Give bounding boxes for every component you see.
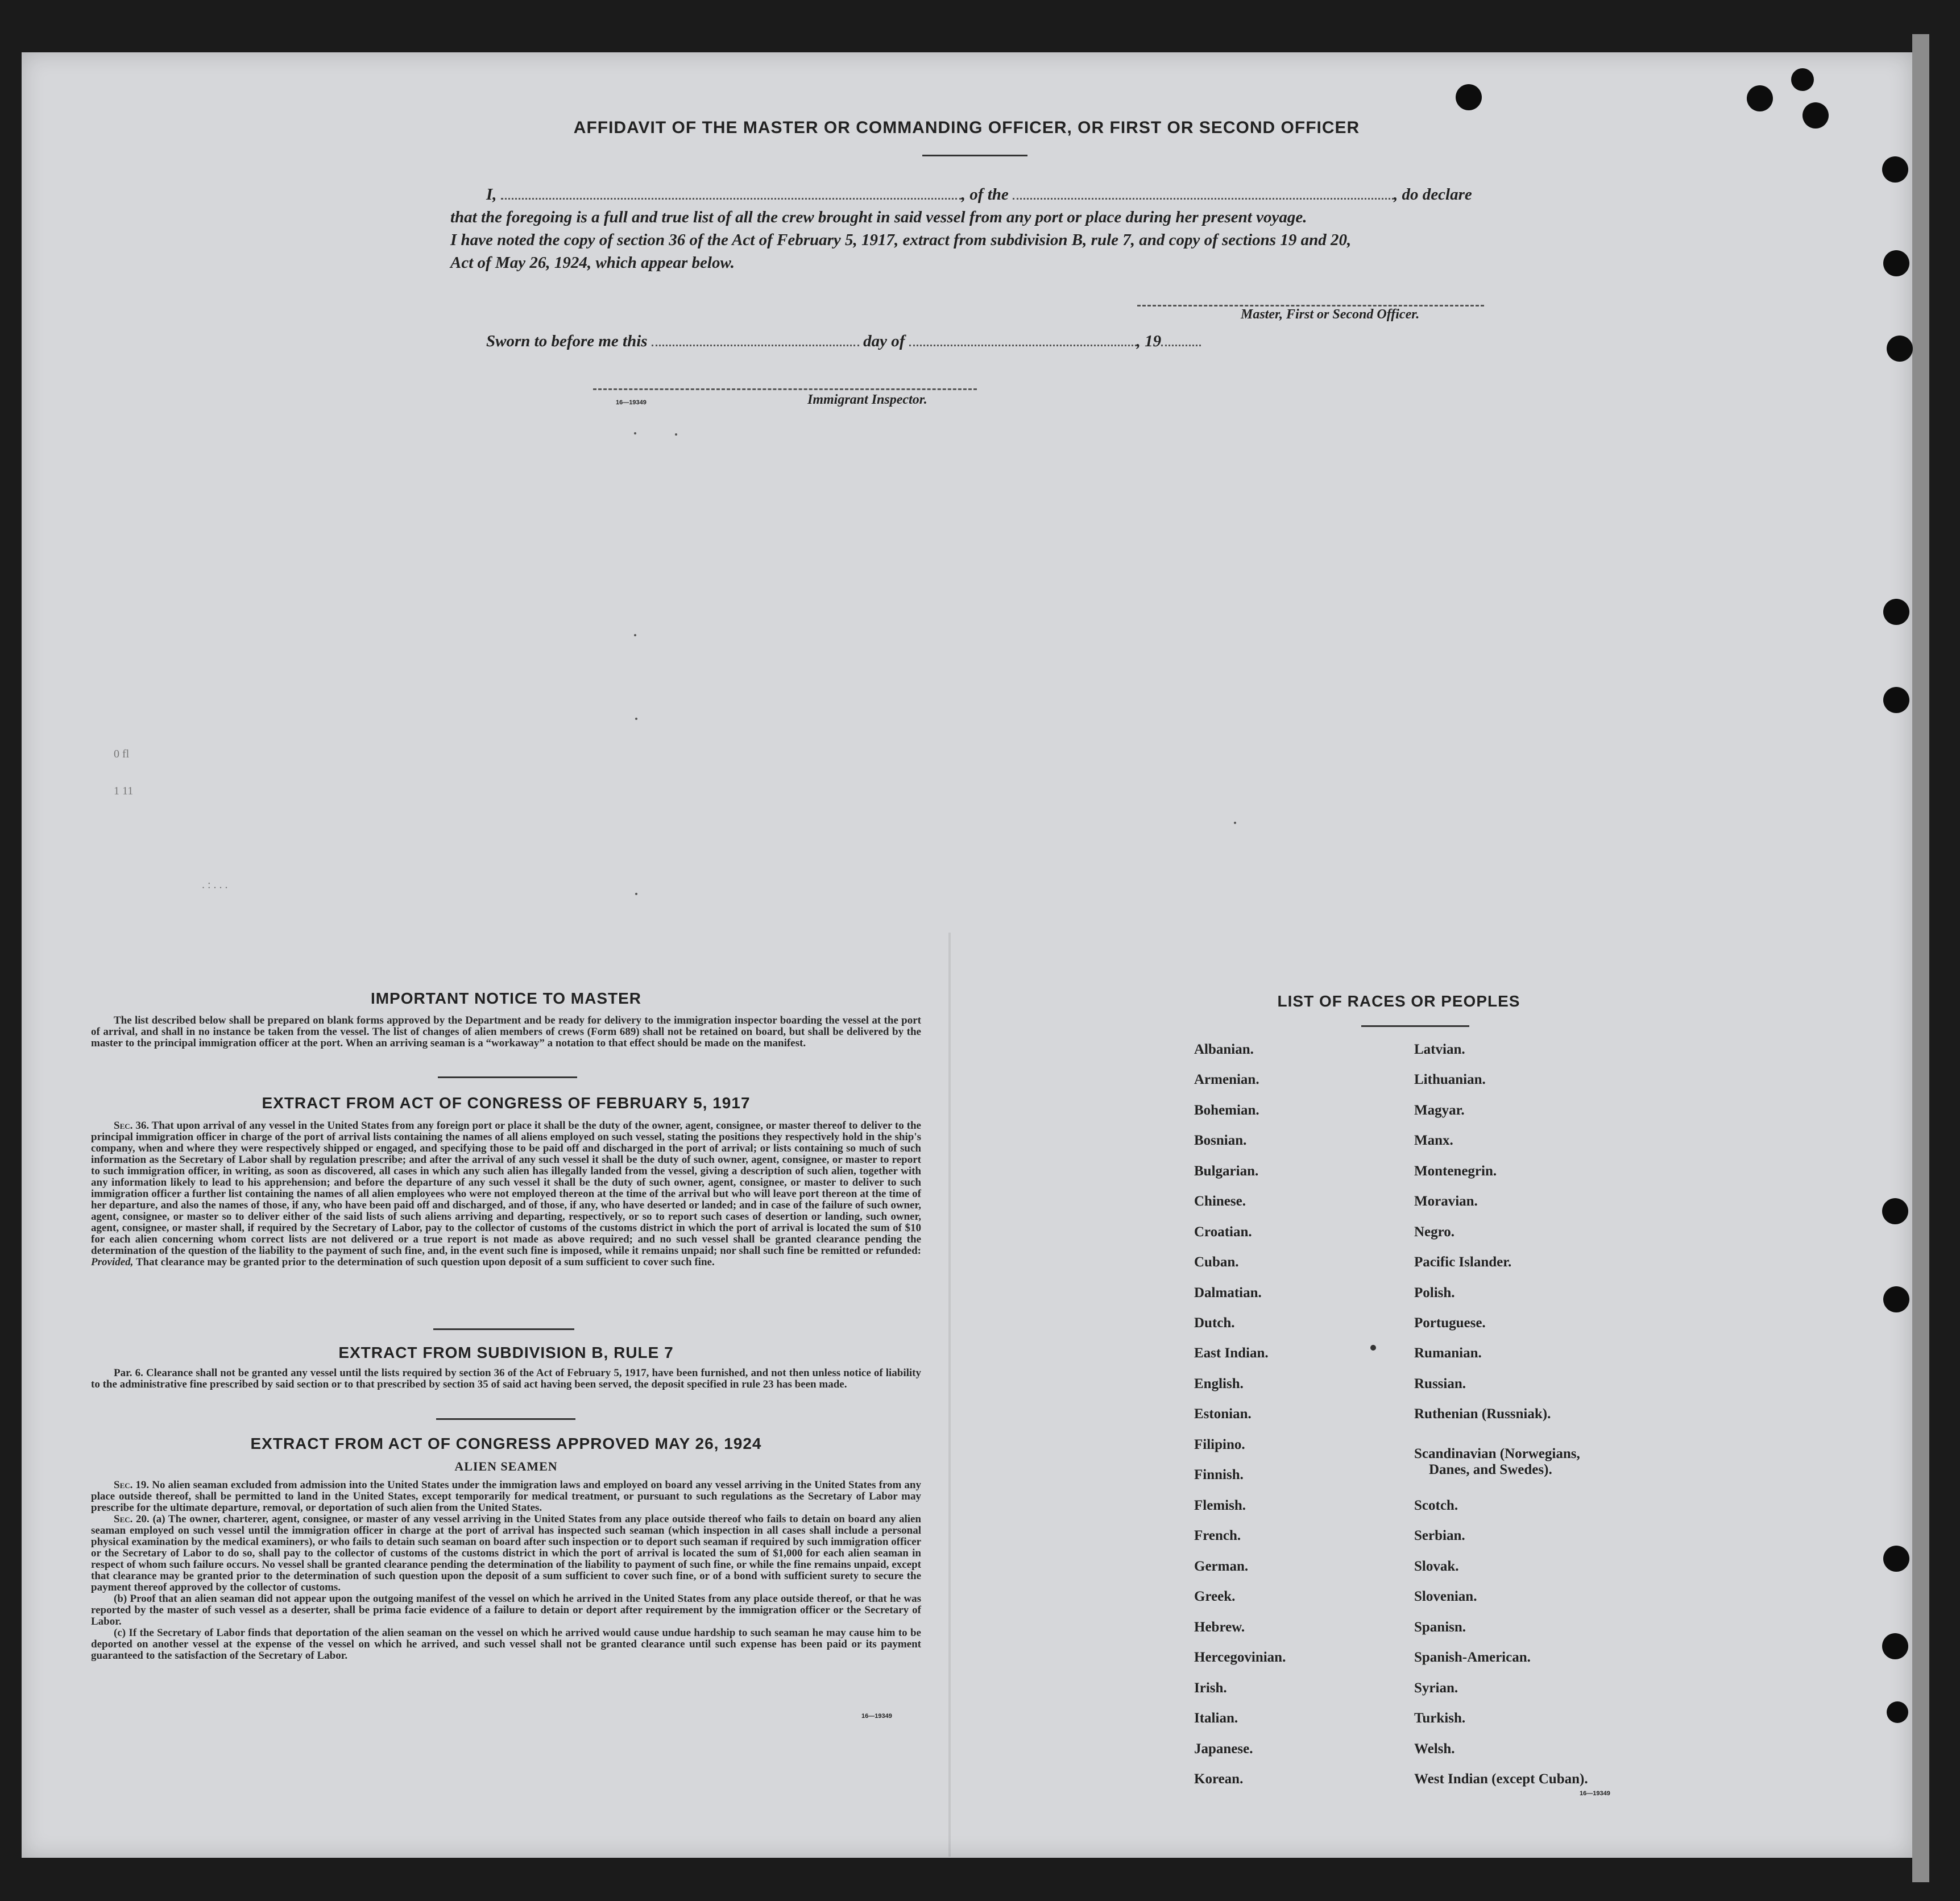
race-item: Latvian. xyxy=(1414,1042,1465,1057)
affidavit-line-1 xyxy=(486,183,1472,206)
sec20-label: Sec. 20. xyxy=(114,1513,150,1525)
do-declare-label: , do declare xyxy=(1394,185,1472,204)
speck xyxy=(1370,1345,1376,1351)
sheet-edge xyxy=(1912,34,1929,1882)
sworn-day-field[interactable] xyxy=(652,332,859,346)
punch-hole xyxy=(1882,156,1908,183)
inspector-label: Immigrant Inspector. xyxy=(807,392,927,407)
speck xyxy=(634,634,636,636)
races-title-rule xyxy=(1361,1025,1469,1027)
race-item: Finnish. xyxy=(1194,1467,1244,1482)
race-item: French. xyxy=(1194,1528,1241,1543)
form-number: 16—19349 xyxy=(861,1713,892,1720)
race-item: English. xyxy=(1194,1376,1244,1391)
punch-hole xyxy=(1747,85,1773,111)
race-item: Slovak. xyxy=(1414,1559,1459,1574)
margin-mark: 1 11 xyxy=(114,785,134,797)
sec20c-text: (c) If the Secretary of Labor finds that deportation of the alien seaman on the vessel on which he arrived would cause undue hardship to such seaman he may cause him to be deported on another vessel at the expense of the vessel on which he arrived, and such vessel shall not be granted clearance until such expense has been paid or its payment guaranteed to the satisfaction of the Secretary of Labor. xyxy=(91,1627,921,1662)
center-fold xyxy=(948,933,951,1857)
race-item: Bosnian. xyxy=(1194,1133,1247,1148)
race-item: Flemish. xyxy=(1194,1498,1246,1513)
extract-1917-title: EXTRACT FROM ACT OF CONGRESS OF FEBRUARY 5, 1917 xyxy=(262,1094,751,1112)
form-number: 16—19349 xyxy=(616,399,647,406)
race-item: Armenian. xyxy=(1194,1072,1259,1087)
affidavit-line-4: Act of May 26, 1924, which appear below. xyxy=(450,254,735,272)
rule7-paragraph: Par. 6. Clearance shall not be granted any vessel until the lists required by section 36 of the Act of February 5, 1917, have been furnished, and not then unless notice of liability to the administrative fine prescribed by said section or to that prescribed by section 35 of said act having been served, the deposit specified in rule 23 has been made. xyxy=(91,1367,921,1390)
vessel-field[interactable] xyxy=(1013,185,1394,200)
sec20a-text: (a) The owner, charterer, agent, consignee, or master of any vessel arriving in the United States from any place outside thereof who fails to detain on board any alien seaman employed on such vessel until the immigration officer in charge at the port of arrival has inspected such seaman (which inspection in all cases shall include a personal physical examination by the medical examiners), or who fails to detain such seaman on board after such inspection or to deport such seaman if required by such immigration officer or the Secretary of Labor to do so, shall pay to the collector of customs of the customs district in which the port of arrival is located the sum of $1,000 for each alien seaman in respect of whom such failure occurs. No vessel shall be granted clearance pending the determination of the liability to payment of such fine, or while the fine remains unpaid, except that clearance may be granted prior to the determination of such question upon the deposit of a sum sufficient to cover such fine, or of a bond with sufficient surety to secure the payment thereof approved by the collector of customs. xyxy=(91,1513,921,1593)
race-item: Italian. xyxy=(1194,1711,1238,1726)
extract-1924-title: EXTRACT FROM ACT OF CONGRESS APPROVED MAY 26, 1924 xyxy=(250,1435,762,1452)
speck xyxy=(1234,822,1236,824)
sec20b-text: (b) Proof that an alien seaman did not appear upon the outgoing manifest of the vessel on which he arrived in the United States from any place outside thereof, or that he was reported by the master of such vessel as a deserter, shall be prima facie evidence of a failure to detain or deport after requirement by the immigration officer or the Secretary of Labor. xyxy=(91,1593,921,1627)
notice-paragraph: The list described below shall be prepared on blank forms approved by the Department and be ready for delivery to the immigration inspector boarding the vessel at the port of arrival, and shall in no instance be taken from the vessel. The list of changes of alien members of crews (Form 689) shall not be retained on board, but shall be delivered by the master to the principal immigration officer at the port. When an arriving seaman is a “workaway” a notation to that effect should be made on the manifest. xyxy=(91,1014,921,1049)
speck xyxy=(635,893,637,895)
punch-hole xyxy=(1883,687,1909,713)
race-item: Spanisn. xyxy=(1414,1620,1466,1635)
speck xyxy=(635,718,637,720)
race-item: German. xyxy=(1194,1559,1249,1574)
sec36-text: That upon arrival of any vessel in the United States from any foreign port or place it shall be the duty of the owner, agent, consignee, or master thereof to deliver to the principal immigration officer in charge of the port of arrival lists containing the names of all aliens employed on such vessel, stating the positions they respectively hold in the ship's company, when and where they were respectively shipped or engaged, and specifying those to be paid off and discharged in the port of arrival; or lists containing so much of such information as the Secretary of Labor shall by regulation prescribe; and after the arrival of any such vessel it shall be the duty of such owner, agent, consignee, or master to report to such immigration officer, in writing, as soon as discovered, all cases in which any such alien has illegally landed from the vessel, giving a description of such alien, together with any information likely to lead to his apprehension; and before the departure of any such vessel it shall be the duty of such owner, agent, consignee, or master to deliver to such immigration officer a further list containing the names of all alien employees who were not employed thereon at the time of the arrival but who will leave port thereon at the time of her departure, and also the names of those, if any, who have been paid off and discharged, and of those, if any, who have deserted or landed; and in case of the failure of such owner, agent, consignee, or master so to deliver either of the said lists of such aliens arriving and departing, respectively, or so to report such cases of desertion or landing, such owner, agent, consignee, or master shall, if required by the Secretary of Labor, pay to the collector of customs of the customs district in which the port of arrival is located the sum of $10 for each alien concerning whom correct lists are not delivered or a true report is not made as above required; and no such vessel shall be granted clearance pending the determination of the question of the liability to the payment of such fine, and, in the event such fine is imposed, while it remains unpaid; nor shall such fine be remitted or refunded: xyxy=(91,1120,921,1257)
punch-hole xyxy=(1882,1633,1908,1659)
race-item: Korean. xyxy=(1194,1771,1244,1787)
margin-mark: . : . . . xyxy=(202,879,228,891)
race-item: Ruthenian (Russniak). xyxy=(1414,1406,1551,1422)
year-prefix: , 19 xyxy=(1136,332,1162,350)
affidavit-line-3: I have noted the copy of section 36 of the Act of February 5, 1917, extract from subdivision B, rule 7, and copy of sections 19 and 20, xyxy=(450,231,1352,249)
race-item: Estonian. xyxy=(1194,1406,1252,1422)
of-the-label: , of the xyxy=(961,185,1009,204)
punch-hole xyxy=(1883,1546,1909,1572)
punch-hole xyxy=(1883,599,1909,625)
race-item: Magyar. xyxy=(1414,1103,1465,1118)
signature-label: Master, First or Second Officer. xyxy=(1241,307,1420,322)
race-item: Manx. xyxy=(1414,1133,1453,1148)
race-item: Cuban. xyxy=(1194,1254,1239,1270)
race-item: Hebrew. xyxy=(1194,1620,1245,1635)
race-item: Lithuanian. xyxy=(1414,1072,1486,1087)
race-item: Croatian. xyxy=(1194,1224,1252,1240)
punch-hole xyxy=(1887,336,1913,362)
punch-hole xyxy=(1791,68,1814,91)
race-item: Polish. xyxy=(1414,1285,1455,1301)
alien-seamen-subtitle: ALIEN SEAMEN xyxy=(454,1459,558,1473)
section-rule xyxy=(436,1418,575,1420)
speck xyxy=(634,432,636,434)
signature-line[interactable] xyxy=(1137,305,1484,307)
race-item: West Indian (except Cuban). xyxy=(1414,1771,1588,1787)
extract-1917-text xyxy=(91,1120,921,1268)
sec36-label: Sec. 36. xyxy=(114,1120,150,1132)
race-item: East Indian. xyxy=(1194,1345,1269,1361)
affidavit-title: AFFIDAVIT OF THE MASTER OR COMMANDING OFFICER, OR FIRST OR SECOND OFFICER xyxy=(573,118,1360,137)
day-of-label: day of xyxy=(863,332,905,350)
race-item: Moravian. xyxy=(1414,1194,1478,1209)
race-item: Dutch. xyxy=(1194,1315,1235,1331)
race-item: Dalmatian. xyxy=(1194,1285,1262,1301)
punch-hole xyxy=(1883,250,1909,276)
form-number: 16—19349 xyxy=(1580,1790,1610,1797)
sec36-text-end: That clearance may be granted prior to the determination of such question upon deposit of a sum sufficient to cover such fine. xyxy=(135,1256,715,1268)
sec19-label: Sec. 19. xyxy=(114,1479,150,1491)
race-item: Serbian. xyxy=(1414,1528,1465,1543)
inspector-signature-line[interactable] xyxy=(593,388,977,390)
race-item: Filipino. xyxy=(1194,1437,1245,1452)
section-rule xyxy=(433,1328,574,1330)
race-item: Montenegrin. xyxy=(1414,1163,1497,1179)
section-rule xyxy=(438,1076,577,1078)
race-item: Greek. xyxy=(1194,1589,1236,1604)
affidavit-i: I, xyxy=(486,185,497,204)
speck xyxy=(675,433,677,436)
race-item: Turkish. xyxy=(1414,1711,1466,1726)
race-item: Albanian. xyxy=(1194,1042,1254,1057)
race-item: Russian. xyxy=(1414,1376,1466,1391)
race-item: Spanish-American. xyxy=(1414,1650,1531,1665)
rule7-title: EXTRACT FROM SUBDIVISION B, RULE 7 xyxy=(338,1344,674,1361)
punch-hole xyxy=(1882,1198,1908,1224)
race-item: Slovenian. xyxy=(1414,1589,1477,1604)
punch-hole xyxy=(1802,102,1829,129)
margin-mark: 0 fl xyxy=(114,748,130,760)
punch-hole xyxy=(1887,1701,1908,1723)
rule7-text xyxy=(91,1368,921,1390)
notice-title: IMPORTANT NOTICE TO MASTER xyxy=(370,989,642,1007)
punch-hole xyxy=(1883,1286,1909,1312)
race-item: Irish. xyxy=(1194,1680,1227,1696)
race-item: Syrian. xyxy=(1414,1680,1458,1696)
name-field[interactable] xyxy=(501,185,962,200)
race-item: Portuguese. xyxy=(1414,1315,1486,1331)
race-item: Scotch. xyxy=(1414,1498,1458,1513)
provided-label: Provided, xyxy=(91,1256,134,1268)
race-item: Welsh. xyxy=(1414,1741,1455,1757)
sworn-label: Sworn to before me this xyxy=(486,332,648,350)
race-item: Bohemian. xyxy=(1194,1103,1259,1118)
race-item: Hercegovinian. xyxy=(1194,1650,1286,1665)
race-item: Chinese. xyxy=(1194,1194,1246,1209)
race-item: Scandinavian (Norwegians, xyxy=(1414,1446,1580,1461)
sworn-month-field[interactable] xyxy=(909,332,1137,346)
race-item: Pacific Islander. xyxy=(1414,1254,1512,1270)
notice-text xyxy=(91,1015,921,1049)
race-item: Bulgarian. xyxy=(1194,1163,1259,1179)
sworn-year-field[interactable] xyxy=(1161,332,1201,346)
race-item: Japanese. xyxy=(1194,1741,1253,1757)
race-item: Negro. xyxy=(1414,1224,1455,1240)
race-item: Rumanian. xyxy=(1414,1345,1482,1361)
punch-hole xyxy=(1456,84,1482,110)
race-item: Danes, and Swedes). xyxy=(1429,1462,1552,1477)
sworn-line xyxy=(486,330,1201,353)
extract-1924-text xyxy=(91,1480,921,1662)
races-title: LIST OF RACES OR PEOPLES xyxy=(1277,992,1520,1010)
affidavit-line-2: that the foregoing is a full and true list of all the crew brought in said vessel from any port or place during her present voyage. xyxy=(450,208,1307,226)
sec19-text: No alien seaman excluded from admission into the United States under the immigration laws and employed on board any vessel arriving in the United States from any place outside thereof, shall be permitted to land in the United States, except temporarily for medical treatment, or pursuant to such regulations as the Secretary of Labor may prescribe for the ultimate departure, removal, or deportation of such alien from the United States. xyxy=(91,1479,921,1514)
title-rule xyxy=(922,155,1027,156)
